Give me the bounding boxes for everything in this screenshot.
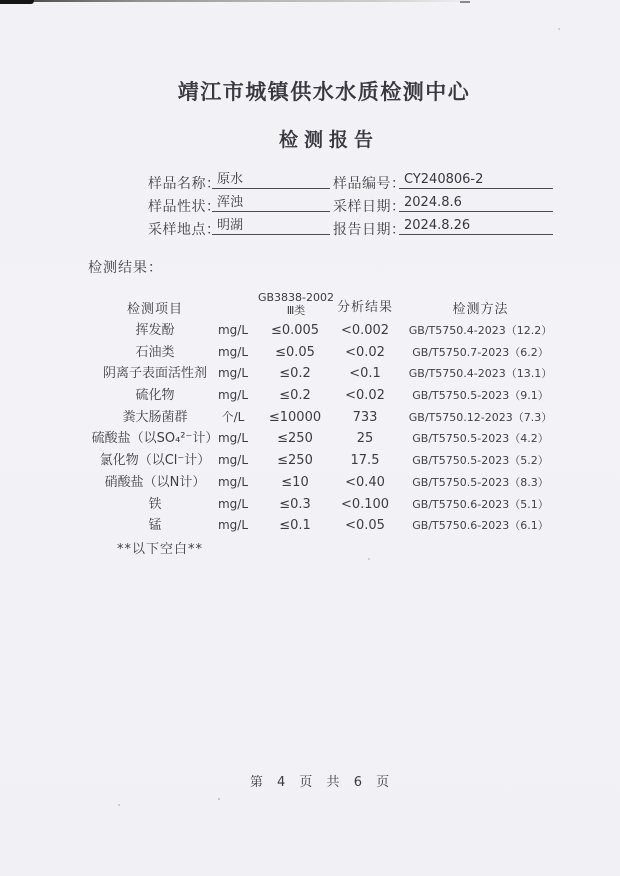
- results-table-header: [0, 291, 620, 319]
- cell-result: <0.100: [340, 496, 390, 512]
- cell-item: 硫化物: [135, 388, 175, 404]
- sampling-date-label: 采样日期：: [333, 199, 406, 215]
- sample-name-value: 原水: [212, 171, 330, 189]
- cell-method: GB/T5750.12-2023（7.3）: [408, 410, 553, 424]
- sampling-site-label: 采样地点：: [148, 222, 221, 238]
- cell-method: GB/T5750.4-2023（13.1）: [408, 367, 553, 381]
- cell-result: <0.40: [345, 474, 385, 490]
- cell-limit: ≤10000: [268, 409, 322, 425]
- cell-result: <0.02: [345, 388, 385, 404]
- cell-result: 733: [352, 409, 378, 425]
- cell-unit: mg/L: [217, 323, 249, 337]
- cell-method: GB/T5750.6-2023（5.1）: [412, 497, 549, 511]
- cell-unit: mg/L: [217, 388, 249, 403]
- cell-limit: ≤0.2: [279, 388, 311, 404]
- table-row: [0, 472, 620, 494]
- blank-below-note: **以下空白**: [117, 542, 204, 557]
- cell-item: 锰: [148, 518, 162, 534]
- table-row: [0, 450, 620, 472]
- cell-result: 25: [356, 431, 374, 447]
- sampling-date-value: 2024.8.6: [399, 194, 553, 212]
- scan-speck: [218, 798, 220, 800]
- cell-method: GB/T5750.5-2023（5.2）: [412, 454, 549, 468]
- cell-unit: 个/L: [221, 409, 245, 424]
- report-date-label: 报告日期：: [333, 222, 406, 238]
- cell-limit: ≤0.005: [270, 323, 320, 338]
- results-table-body: [0, 320, 620, 537]
- header-item: 检测项目: [126, 302, 183, 317]
- cell-limit: ≤250: [277, 431, 313, 447]
- cell-item: 氯化物（以Cl⁻计）: [99, 453, 211, 469]
- page-number: 第 4 页 共 6 页: [249, 775, 395, 790]
- scan-tick-artifact: [460, 1, 470, 3]
- cell-method: GB/T5750.5-2023（8.3）: [412, 475, 549, 489]
- report-date-value: 2024.8.26: [399, 217, 553, 235]
- sample-id-value: CY240806-2: [399, 171, 553, 189]
- sampling-site-value: 明湖: [212, 217, 330, 235]
- cell-method: GB/T5750.4-2023（12.2）: [408, 324, 553, 337]
- table-row: [0, 385, 620, 407]
- table-row: [0, 494, 620, 516]
- table-row: [0, 428, 620, 450]
- cell-unit: mg/L: [217, 431, 249, 446]
- cell-method: GB/T5750.5-2023（4.2）: [412, 432, 549, 446]
- table-row: [0, 342, 620, 364]
- cell-unit: mg/L: [217, 496, 249, 511]
- sample-info-row: [148, 194, 554, 217]
- scan-corner-artifact: [0, 0, 34, 4]
- cell-item: 硫酸盐（以SO₄²⁻计）: [91, 431, 219, 447]
- org-title: 靖江市城镇供水水质检测中心: [177, 80, 471, 104]
- report-title: 检测报告: [278, 129, 379, 151]
- cell-limit: ≤0.2: [279, 366, 311, 382]
- table-row: [0, 320, 620, 342]
- cell-result: <0.1: [349, 366, 381, 382]
- sample-info-block: [148, 171, 554, 240]
- cell-item: 挥发酚: [135, 323, 175, 338]
- sample-id-label: 样品编号：: [333, 176, 406, 192]
- cell-unit: mg/L: [217, 344, 249, 359]
- cell-unit: mg/L: [217, 518, 249, 533]
- cell-limit: ≤10: [281, 474, 309, 490]
- table-row: [0, 407, 620, 429]
- cell-result: 17.5: [350, 453, 380, 469]
- cell-item: 粪大肠菌群: [122, 409, 188, 425]
- sample-state-label: 样品性状：: [148, 199, 221, 215]
- cell-method: GB/T5750.5-2023（9.1）: [412, 389, 549, 403]
- cell-item: 铁: [148, 496, 162, 512]
- cell-item: 硝酸盐（以N计）: [104, 474, 206, 490]
- sample-state-value: 浑浊: [212, 194, 330, 212]
- header-result: 分析结果: [336, 300, 393, 315]
- cell-limit: ≤250: [277, 453, 313, 469]
- cell-unit: mg/L: [217, 474, 249, 489]
- sample-info-row: [148, 217, 554, 240]
- cell-unit: mg/L: [217, 453, 249, 468]
- header-standard-line2: Ⅲ类: [286, 304, 306, 317]
- cell-limit: ≤0.05: [275, 344, 315, 360]
- cell-limit: ≤0.1: [279, 518, 311, 534]
- cell-result: <0.02: [345, 344, 385, 360]
- cell-item: 阴离子表面活性剂: [102, 366, 207, 382]
- cell-method: GB/T5750.6-2023（6.1）: [412, 519, 549, 533]
- header-method: 检测方法: [452, 302, 509, 317]
- sample-info-row: [148, 171, 554, 194]
- results-section-label: 检测结果：: [88, 260, 163, 276]
- scan-edge-artifact: [0, 0, 474, 2]
- cell-result: <0.002: [340, 323, 390, 338]
- table-row: [0, 515, 620, 537]
- cell-result: <0.05: [345, 518, 385, 534]
- cell-method: GB/T5750.7-2023（6.2）: [412, 345, 549, 359]
- cell-limit: ≤0.3: [279, 496, 311, 512]
- header-standard-line1: GB3838-2002: [257, 291, 335, 304]
- cell-unit: mg/L: [217, 366, 249, 381]
- table-row: [0, 363, 620, 385]
- cell-item: 石油类: [135, 344, 175, 360]
- sample-name-label: 样品名称：: [148, 176, 221, 192]
